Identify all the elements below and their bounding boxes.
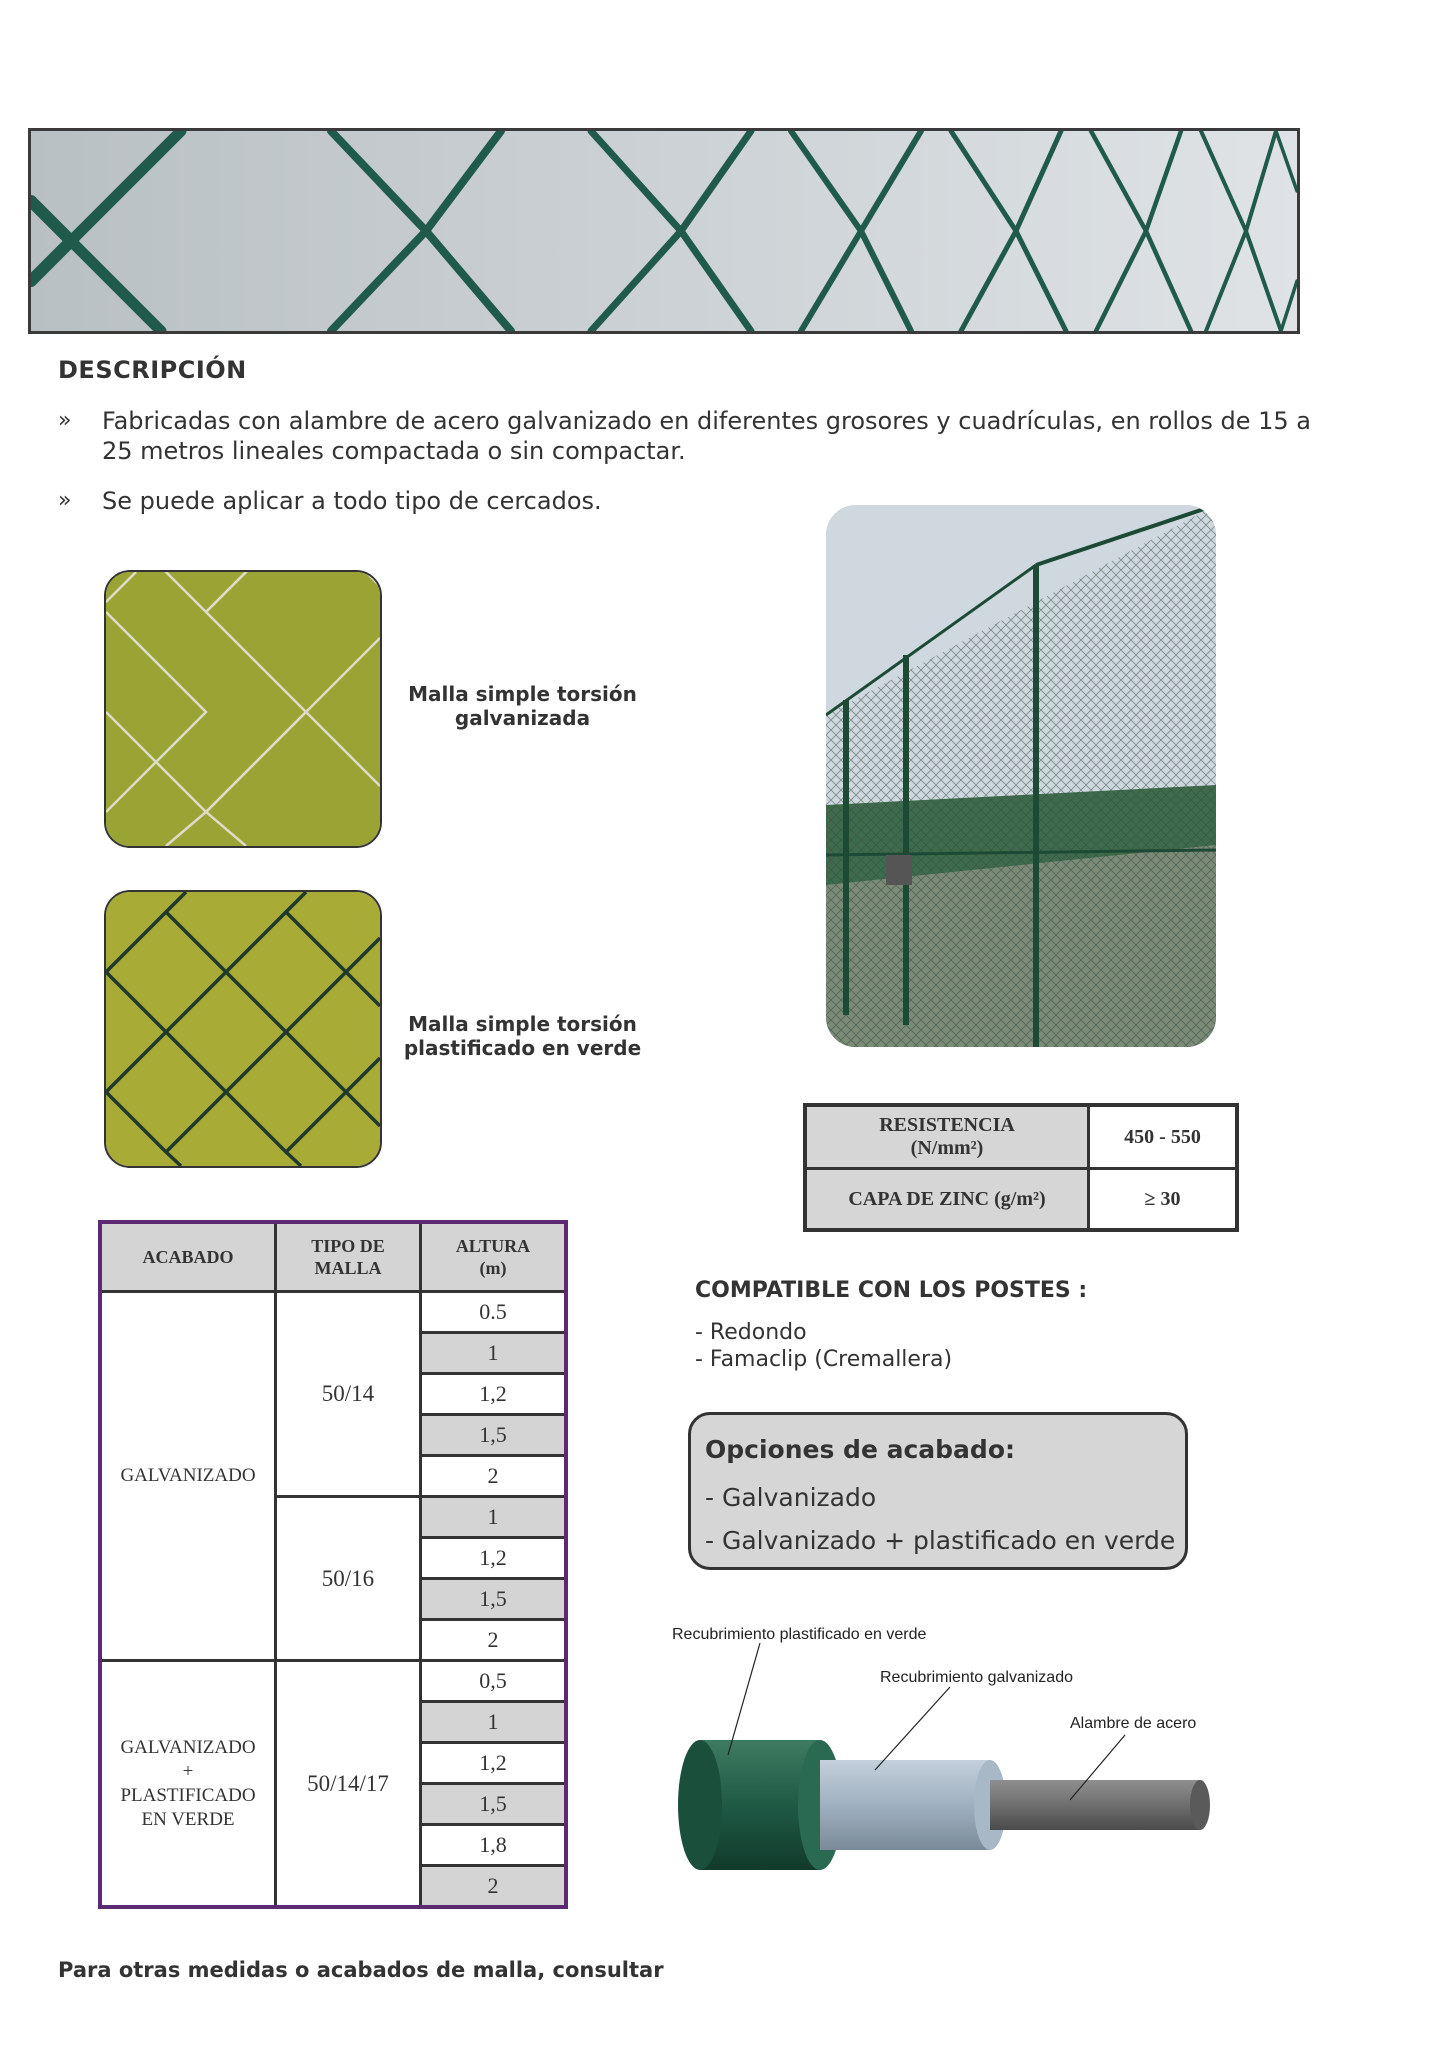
altura-cell: 1,5 [421, 1579, 567, 1620]
table-row [805, 1169, 1237, 1231]
label-galvanized-coating: Recubrimiento galvanizado [880, 1669, 1073, 1686]
header-line: TIPO DE [311, 1236, 385, 1256]
tipo-cell: 50/14 [276, 1292, 421, 1497]
acabado-line: GALVANIZADO [120, 1736, 256, 1758]
acabado-cell [100, 1661, 276, 1908]
table-row [805, 1105, 1237, 1169]
acabado-line: PLASTIFICADO [120, 1784, 256, 1806]
table-header-row [100, 1222, 566, 1292]
option-item: - Galvanizado + plastificado en verde [705, 1526, 1176, 1555]
tipo-cell: 50/14/17 [276, 1661, 421, 1908]
acabado-line: EN VERDE [141, 1808, 235, 1830]
property-label [805, 1105, 1089, 1169]
compatible-post-item: - Famaclip (Cremallera) [695, 1347, 953, 1372]
altura-cell: 2 [421, 1866, 567, 1908]
finish-options-box [688, 1412, 1188, 1570]
altura-cell: 1,2 [421, 1374, 567, 1415]
swatch-caption [400, 1012, 645, 1060]
compatible-post-item: - Redondo [695, 1320, 807, 1345]
caption-line: galvanizada [454, 706, 591, 730]
swatch-caption [400, 682, 645, 730]
acabado-line: + [182, 1760, 194, 1782]
label-steel-wire: Alambre de acero [1070, 1715, 1197, 1732]
altura-cell: 1,2 [421, 1743, 567, 1784]
steel-core [990, 1780, 1210, 1830]
galvanized-mesh-swatch [104, 570, 382, 848]
header-tipo [276, 1222, 421, 1292]
fence-installation-photo [826, 505, 1216, 1047]
header-line: (m) [479, 1258, 507, 1278]
option-item: - Galvanizado [705, 1483, 877, 1512]
galvanized-layer [820, 1760, 1006, 1850]
label-outer-coating: Recubrimiento plastificado en verde [672, 1626, 927, 1643]
green-mesh-swatch [104, 890, 382, 1168]
altura-cell: 1 [421, 1497, 567, 1538]
acabado-cell: GALVANIZADO [100, 1292, 276, 1661]
caption-line: plastificado en verde [403, 1036, 642, 1060]
property-label: CAPA DE ZINC (g/m²) [805, 1169, 1089, 1231]
property-value: ≥ 30 [1089, 1169, 1238, 1231]
banner-mesh-photo [28, 128, 1300, 334]
altura-cell: 1,2 [421, 1538, 567, 1579]
header-line: MALLA [314, 1258, 382, 1278]
footer-note: Para otras medidas o acabados de malla, consultar [58, 1958, 664, 1982]
options-title: Opciones de acabado: [705, 1435, 1015, 1464]
property-value: 450 - 550 [1089, 1105, 1238, 1169]
caption-line: Malla simple torsión [408, 1012, 637, 1036]
altura-cell: 1,8 [421, 1825, 567, 1866]
mesh-sizes-table [98, 1220, 568, 1909]
altura-cell: 1,5 [421, 1784, 567, 1825]
table-row [100, 1661, 566, 1702]
altura-cell: 2 [421, 1456, 567, 1497]
label-line: RESISTENCIA [879, 1114, 1015, 1136]
header-acabado: ACABADO [100, 1222, 276, 1292]
section-title: DESCRIPCIÓN [58, 356, 247, 384]
altura-cell: 2 [421, 1620, 567, 1661]
compatible-posts-title: COMPATIBLE CON LOS POSTES : [695, 1278, 1088, 1303]
altura-cell: 1,5 [421, 1415, 567, 1456]
caption-line: Malla simple torsión [408, 682, 637, 706]
altura-cell: 1 [421, 1702, 567, 1743]
bullet-mark: » [58, 488, 72, 513]
wire-cross-section-diagram [660, 1615, 1215, 1925]
header-altura [421, 1222, 567, 1292]
table-row [100, 1292, 566, 1333]
bullet-text: Fabricadas con alambre de acero galvanizado en diferentes grosores y cuadrículas, en rollos de 15 a 25 metros lineales compactada o sin compactar. [102, 407, 1311, 465]
bullet-item [58, 406, 1311, 468]
label-line: (N/mm²) [910, 1137, 984, 1159]
header-line: ALTURA [455, 1236, 531, 1256]
altura-cell: 0,5 [421, 1661, 567, 1702]
outer-green-coating [678, 1740, 842, 1870]
tipo-cell: 50/16 [276, 1497, 421, 1661]
bullet-text: Se puede aplicar a todo tipo de cercados. [102, 487, 602, 515]
bullet-mark: » [58, 408, 72, 433]
properties-table [803, 1103, 1239, 1232]
altura-cell: 0.5 [421, 1292, 567, 1333]
altura-cell: 1 [421, 1333, 567, 1374]
